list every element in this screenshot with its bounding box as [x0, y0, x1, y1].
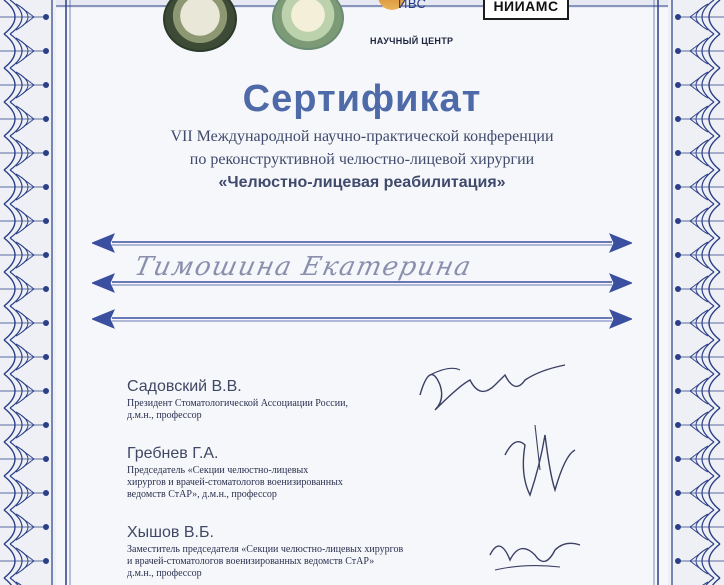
park-logo [163, 0, 237, 52]
conference-line-2: по реконструктивной челюстно-лицевой хирургии [189, 151, 535, 168]
ivs-logo-text: ИВС [398, 0, 427, 11]
niiams-logo: НИИАМС [483, 0, 569, 20]
signer-1 [127, 378, 427, 422]
signer-position: ведомств СтАР», д.м.н., профессор [127, 489, 277, 500]
signer-position: д.м.н., профессор [127, 568, 202, 579]
signer-name: Садовский В.В. [127, 378, 242, 395]
signer-position: хирургов и врачей-стоматологов военизированных [127, 477, 343, 488]
scientific-center-label: НАУЧНЫЙ ЦЕНТР [370, 36, 454, 46]
signer-name: Хышов В.Б. [127, 524, 214, 541]
tree-emblem-logo [272, 0, 344, 50]
signer-position: Председатель «Секции челюстно-лицевых [127, 465, 309, 476]
signer-name: Гребнев Г.А. [127, 445, 219, 462]
signature-3 [480, 525, 590, 585]
logos-row [0, 0, 724, 60]
signer-position: Заместитель председателя «Секции челюстно-лицевых хирургов [127, 544, 404, 555]
signer-2 [127, 445, 407, 501]
certificate-title: Сертификат [242, 78, 482, 120]
conference-line-1: VII Международной научно-практической конференции [170, 128, 554, 145]
signer-position: Президент Стоматологической Ассоциации России, [127, 398, 348, 409]
recipient-name: Тимошина Екатерина [131, 252, 475, 282]
conference-name: «Челюстно-лицевая реабилитация» [218, 174, 506, 191]
signer-3 [127, 524, 487, 580]
signer-position: д.м.н., профессор [127, 410, 202, 421]
signature-2 [495, 415, 585, 515]
signer-position: и врачей-стоматологов военизированных ведомств СтАР» [127, 556, 375, 567]
